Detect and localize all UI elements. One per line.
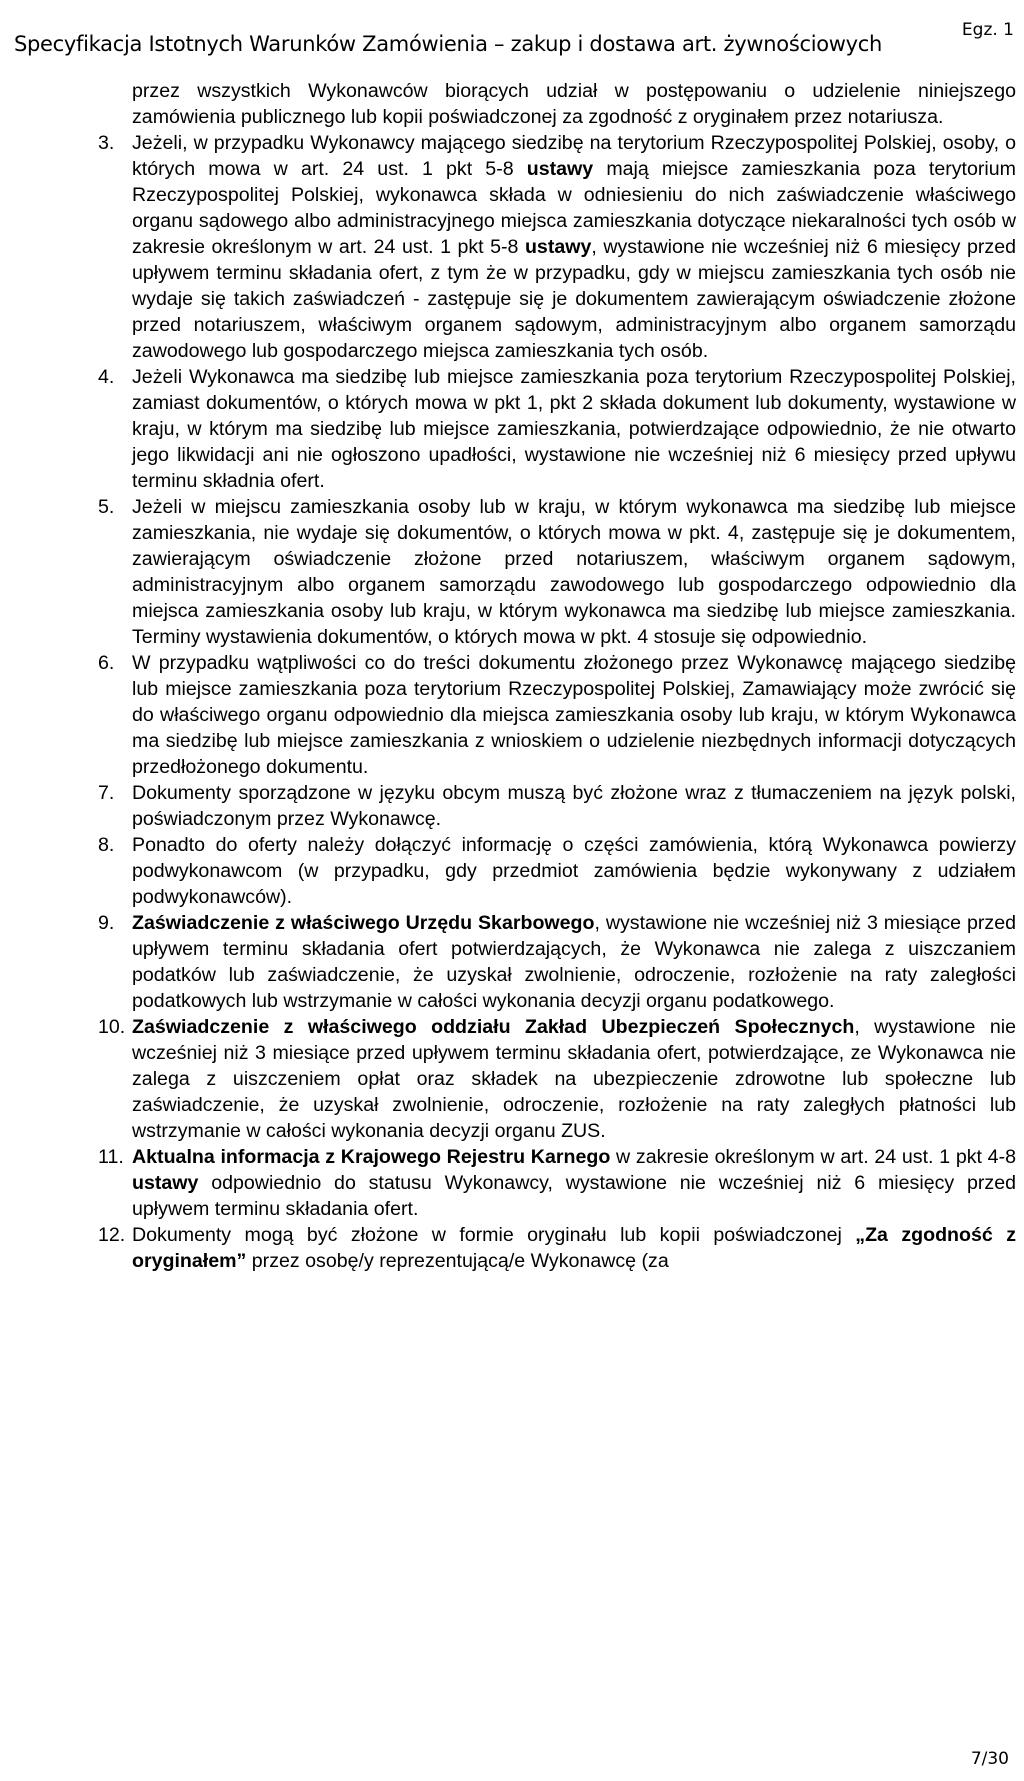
list-item-12 xyxy=(14,1222,1016,1274)
item-bold-text: Zaświadczenie z właściwego oddziału Zakład Ubezpieczeń Społecznych xyxy=(132,1016,855,1038)
item-text: odpowiednio do statusu Wykonawcy, wystawione nie wcześniej niż 6 miesięcy przed upływem terminu składania ofert. xyxy=(132,1172,1016,1220)
item-bold-text: ustawy xyxy=(526,158,594,180)
list-item-11 xyxy=(14,1144,1016,1222)
list-item-7 xyxy=(14,780,1016,832)
page-header xyxy=(14,18,1014,58)
item-text: Jeżeli, w przypadku Wykonawcy mającego siedzibę na terytorium Rzeczypospolitej Polskiej, osoby, o których mowa w art. 24 ust. 1 pkt 5-8 xyxy=(132,132,1016,180)
item-number: 5. xyxy=(98,496,115,518)
document-body xyxy=(14,78,1016,1274)
item-text: Dokumenty mogą być złożone w formie oryginału lub kopii poświadczonej xyxy=(132,1224,856,1246)
document-title: Specyfikacja Istotnych Warunków Zamówienia – zakup i dostawa art. żywnościowych xyxy=(14,32,883,56)
item-text: , wystawione nie wcześniej niż 6 miesięcy przed upływem terminu składania ofert, z tym że w przypadku, gdy w miejscu zamieszkania tych osób nie wydaje się takich zaświadczeń - zastępuje się je dokumentem zawierającym oświadczenie złożone przed notariuszem, właściwym organem sądowym, administracyjnym albo organem samorządu zawodowego lub gospodarczego miejsca zamieszkania tych osób. xyxy=(132,236,1016,362)
item-text: Ponadto do oferty należy dołączyć informację o części zamówienia, którą Wykonawca powierzy podwykonawcom (w przypadku, gdy przedmiot zamówienia będzie wykonywany z udziałem podwykonawców). xyxy=(132,834,1016,908)
item-text: , wystawione nie wcześniej niż 3 miesiące przed upływem terminu składania ofert potwierdzających, że Wykonawca nie zalega z uiszczaniem podatków lub zaświadczenie, że uzyskał zwolnienie, odroczenie, rozłożenie na raty zaległości podatkowych lub wstrzymanie w całości wykonania decyzji organu podatkowego. xyxy=(132,912,1017,1012)
item-number: 6. xyxy=(98,652,115,674)
item-bold-text: Zaświadczenie z właściwego Urzędu Skarbowego xyxy=(132,912,595,934)
requirements-list xyxy=(14,130,1016,1274)
item-text: Dokumenty sporządzone w języku obcym muszą być złożone wraz z tłumaczeniem na język polski, poświadczonym przez Wykonawcę. xyxy=(132,782,1016,830)
item-text: przez osobę/y reprezentującą/e Wykonawcę (za xyxy=(246,1250,669,1272)
list-item-10 xyxy=(14,1014,1016,1144)
list-item-6 xyxy=(14,650,1016,780)
page-number: 7/30 xyxy=(970,1749,1009,1769)
item-text: mają miejsce zamieszkania poza terytorium Rzeczypospolitej Polskiej, wykonawca składa w odniesieniu do nich zaświadczenie właściwego organu sądowego albo administracyjnego miejsca zamieszkania dotyczące niekaralności tych osób w zakresie określonym w art. 24 ust. 1 pkt 5-8 xyxy=(132,158,1016,258)
item-text: w zakresie określonym w art. 24 ust. 1 pkt 4-8 xyxy=(610,1146,1017,1168)
list-item-9 xyxy=(14,910,1016,1014)
item-bold-text: ustawy xyxy=(132,1172,199,1194)
list-item-8 xyxy=(14,832,1016,910)
item-bold-text: Aktualna informacja z Krajowego Rejestru Karnego xyxy=(132,1146,611,1168)
item-text: Jeżeli w miejscu zamieszkania osoby lub w kraju, w którym wykonawca ma siedzibę lub miejsce zamieszkania, nie wydaje się dokumentów, o których mowa w pkt. 4, zastępuje się je dokumentem, zawierającym oświadczenie złożone przed notariuszem, właściwym organem sądowym, administracyjnym albo organem samorządu zawodowego lub gospodarczego odpowiednio dla miejsca zamieszkania osoby lub kraju, w którym wykonawca ma siedzibę lub miejsce zamieszkania. Terminy wystawienia dokumentów, o których mowa w pkt. 4 stosuje się odpowiednio. xyxy=(132,496,1016,648)
item-text: Jeżeli Wykonawca ma siedzibę lub miejsce zamieszkania poza terytorium Rzeczypospolitej Polskiej, zamiast dokumentów, o których mowa w pkt 1, pkt 2 składa dokument lub dokumenty, wystawione w kraju, w którym ma siedzibę lub miejsce zamieszkania, potwierdzające odpowiednio, że nie otwarto jego likwidacji ani nie ogłoszono upadłości, wystawione nie wcześniej niż 6 miesięcy przed upływu terminu składnia ofert. xyxy=(132,366,1016,492)
item-number: 8. xyxy=(98,834,115,856)
item-number: 9. xyxy=(98,912,115,934)
item-number: 11. xyxy=(98,1146,124,1168)
list-item-5 xyxy=(14,494,1016,650)
item-text: , wystawione nie wcześniej niż 3 miesiące przed upływem terminu składania ofert, potwierdzające, ze Wykonawca nie zalega z uiszczeniem opłat oraz składek na ubezpieczenie zdrowotne lub społeczne lub zaświadczenie, że uzyskał zwolnienie, odroczenie, rozłożenie na raty zaległych płatności lub wstrzymanie w całości wykonania decyzji organu ZUS. xyxy=(132,1016,1016,1142)
list-item-3 xyxy=(14,130,1016,364)
item-number: 10. xyxy=(98,1016,126,1038)
item-number: 7. xyxy=(98,782,115,804)
item-text: W przypadku wątpliwości co do treści dokumentu złożonego przez Wykonawcę mającego siedzibę lub miejsce zamieszkania poza terytorium Rzeczypospolitej Polskiej, Zamawiający może zwrócić się do właściwego organu odpowiednio dla miejsca zamieszkania osoby lub kraju, w którym Wykonawca ma siedzibę lub miejsce zamieszkania z wnioskiem o udzielenie niezbędnych informacji dotyczących przedłożonego dokumentu. xyxy=(132,652,1016,778)
item-number: 12. xyxy=(98,1224,126,1246)
item-number: 4. xyxy=(98,366,115,388)
continued-paragraph: przez wszystkich Wykonawców biorących udział w postępowaniu o udzielenie niniejszego zamówienia publicznego lub kopii poświadczonej za zgodność z oryginałem przez notariusza. xyxy=(132,80,1016,128)
list-item-4 xyxy=(14,364,1016,494)
item-number: 3. xyxy=(98,132,115,154)
item-bold-text: ustawy xyxy=(524,236,592,258)
item-bold-text: „Za zgodność z oryginałem” xyxy=(132,1224,1016,1272)
copy-number: Egz. 1 xyxy=(961,20,1014,40)
